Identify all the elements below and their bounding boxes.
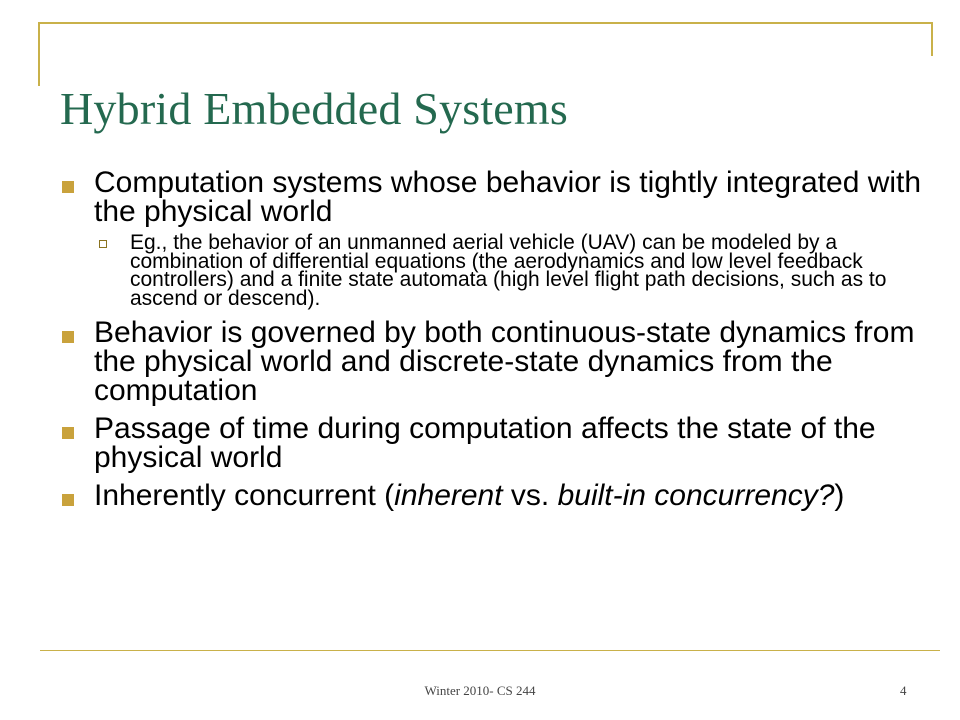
sub-bullet-list [94, 231, 922, 310]
frame-top-line [40, 22, 933, 24]
bullet-text-part: vs. [502, 479, 558, 512]
frame-left-line [38, 22, 40, 86]
bullet-list [62, 168, 922, 519]
bullet-text: Passage of time during computation affects the state of the physical world [94, 412, 876, 474]
bullet-item [62, 414, 922, 472]
bullet-text-part: ) [834, 479, 845, 512]
square-bullet-icon [62, 331, 74, 343]
sub-bullet-text: Eg., the behavior of an unmanned aerial vehicle (UAV) can be modeled by a combination of differential equations (the aerodynamics and low level feedback controllers) and a finite state automata (high level flight path decisions, such as to ascend or descend). [130, 231, 887, 310]
slide-title: Hybrid Embedded Systems [60, 83, 568, 134]
page-number: 4 [900, 683, 907, 698]
footer-divider [40, 650, 940, 651]
bullet-text: Behavior is governed by both continuous-state dynamics from the physical world and discrete-state dynamics from the computation [94, 316, 915, 407]
sub-bullet-item [94, 231, 922, 310]
bullet-item [62, 168, 922, 308]
bullet-text: Computation systems whose behavior is tightly integrated with the physical world [94, 166, 922, 228]
bullet-emphasis-built-in: built-in concurrency? [557, 479, 835, 512]
bullet-item [62, 318, 922, 405]
hollow-square-bullet-icon [99, 240, 107, 248]
square-bullet-icon [62, 427, 74, 439]
square-bullet-icon [62, 494, 74, 506]
bullet-text-part: Inherently concurrent ( [94, 479, 395, 512]
square-bullet-icon [62, 181, 74, 193]
bullet-emphasis-inherent: inherent [394, 479, 503, 512]
bullet-item [62, 481, 922, 510]
frame-right-line [931, 22, 933, 56]
slide-footer: Winter 2010- CS 244 [424, 683, 536, 698]
